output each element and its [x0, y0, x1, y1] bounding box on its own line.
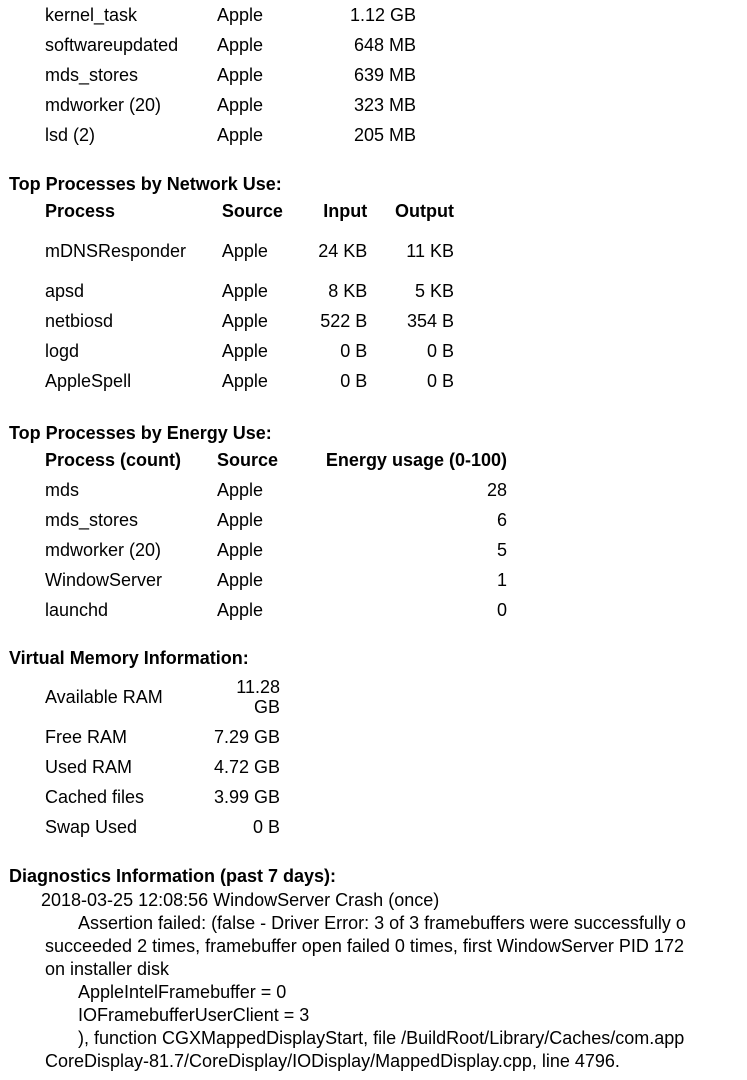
- table-row: [45, 276, 454, 306]
- energy-heading: Top Processes by Energy Use:: [9, 423, 272, 443]
- table-row: [45, 60, 416, 90]
- diagnostic-entry-title: 2018-03-25 12:08:56 WindowServer Crash (once): [41, 890, 440, 910]
- column-header-energy-usage: Energy usage (0-100): [325, 450, 507, 470]
- table-row: [45, 752, 280, 782]
- column-header-output: Output: [395, 201, 454, 221]
- diagnostic-line: ), function CGXMappedDisplayStart, file /BuildRoot/Library/Caches/com.app: [78, 1028, 685, 1048]
- virtual-memory-table: [45, 672, 280, 842]
- table-row: [45, 120, 416, 150]
- process-source: Apple: [217, 95, 264, 115]
- table-row: [45, 565, 507, 595]
- table-row: [45, 0, 416, 30]
- memory-label: Free RAM: [45, 727, 128, 747]
- process-source: Apple: [221, 311, 268, 331]
- memory-value: 639 MB: [353, 65, 416, 85]
- table-row: [45, 226, 454, 276]
- diagnostic-line: AppleIntelFramebuffer = 0: [78, 982, 287, 1002]
- memory-value: [205, 672, 280, 722]
- energy-value: 0: [496, 600, 507, 620]
- memory-value: 7.29 GB: [213, 727, 280, 747]
- table-header-row: [45, 445, 507, 475]
- process-name: mds_stores: [45, 65, 139, 85]
- table-row: [45, 366, 454, 396]
- process-source: Apple: [217, 510, 264, 530]
- table-row: [45, 782, 280, 812]
- output-value: 0 B: [426, 341, 454, 361]
- input-value: 0 B: [340, 341, 368, 361]
- process-name: AppleSpell: [45, 371, 132, 391]
- process-name: softwareupdated: [45, 35, 179, 55]
- energy-value: 28: [486, 480, 507, 500]
- diagnostic-line: CoreDisplay-81.7/CoreDisplay/IODisplay/MappedDisplay.cpp, line 4796.: [45, 1051, 620, 1071]
- process-name: kernel_task: [45, 5, 138, 25]
- process-name: apsd: [45, 281, 85, 301]
- column-header-source: Source: [217, 450, 279, 470]
- diagnostic-line: succeeded 2 times, framebuffer open failed 0 times, first WindowServer PID 172: [45, 936, 684, 956]
- output-value: 0 B: [426, 371, 454, 391]
- table-row: [45, 306, 454, 336]
- memory-table: [45, 0, 416, 150]
- output-value: 11 KB: [406, 241, 454, 261]
- process-name: mds: [45, 480, 80, 500]
- process-source: Apple: [217, 35, 264, 55]
- process-name-text: mDNSResponder: [45, 241, 187, 261]
- column-header-process: Process: [45, 201, 116, 221]
- table-row: [45, 672, 280, 722]
- process-name: lsd (2): [45, 125, 96, 145]
- energy-value: 6: [496, 510, 507, 530]
- memory-value: 0 B: [252, 817, 280, 837]
- memory-value: 205 MB: [353, 125, 416, 145]
- process-source: Apple: [217, 540, 264, 560]
- process-name: netbiosd: [45, 311, 114, 331]
- energy-table: [45, 445, 507, 625]
- network-heading: Top Processes by Network Use:: [9, 174, 282, 194]
- diagnostic-line: on installer disk: [45, 959, 170, 979]
- virtual-memory-heading: Virtual Memory Information:: [9, 648, 249, 668]
- memory-label: Swap Used: [45, 817, 138, 837]
- memory-value: 3.99 GB: [213, 787, 280, 807]
- memory-value: 323 MB: [353, 95, 416, 115]
- process-name: mdworker (20): [45, 95, 162, 115]
- input-value: 0 B: [340, 371, 368, 391]
- memory-value: 4.72 GB: [213, 757, 280, 777]
- column-header-process: Process (count): [45, 450, 182, 470]
- input-value: 8 KB: [328, 281, 368, 301]
- process-source: Apple: [221, 241, 268, 261]
- process-source: Apple: [221, 281, 268, 301]
- process-source: Apple: [217, 480, 264, 500]
- column-header-input: Input: [323, 201, 368, 221]
- process-name: logd: [45, 341, 80, 361]
- process-source: Apple: [217, 600, 264, 620]
- process-source: Apple: [221, 341, 268, 361]
- process-source: Apple: [217, 5, 264, 25]
- diagnostic-line: Assertion failed: (false - Driver Error: 3 of 3 framebuffers were successfully o: [78, 913, 686, 933]
- table-row: [45, 30, 416, 60]
- process-source: Apple: [217, 65, 264, 85]
- process-name: [45, 226, 200, 276]
- table-header-row: [45, 196, 454, 226]
- memory-value: 1.12 GB: [349, 5, 416, 25]
- input-value: 522 B: [320, 311, 368, 331]
- table-row: [45, 595, 507, 625]
- diagnostic-line: IOFramebufferUserClient = 3: [78, 1005, 310, 1025]
- table-row: [45, 722, 280, 752]
- process-source: Apple: [217, 125, 264, 145]
- process-name: WindowServer: [45, 570, 163, 590]
- diagnostics-log: [0, 889, 747, 1073]
- process-name: mdworker (20): [45, 540, 162, 560]
- memory-label: Used RAM: [45, 757, 133, 777]
- memory-value: 648 MB: [353, 35, 416, 55]
- process-source: Apple: [217, 570, 264, 590]
- diagnostics-heading: Diagnostics Information (past 7 days):: [9, 866, 337, 886]
- memory-label: Cached files: [45, 787, 145, 807]
- table-row: [45, 812, 280, 842]
- process-name: launchd: [45, 600, 109, 620]
- process-name: mds_stores: [45, 510, 139, 530]
- table-row: [45, 336, 454, 366]
- input-value: 24 KB: [318, 241, 368, 261]
- memory-label: Available RAM: [45, 687, 163, 707]
- process-source: Apple: [221, 371, 268, 391]
- table-row: [45, 90, 416, 120]
- table-row: [45, 505, 507, 535]
- network-table: [45, 196, 454, 396]
- energy-value: 5: [496, 540, 507, 560]
- output-value: 354 B: [406, 311, 454, 331]
- table-row: [45, 475, 507, 505]
- column-header-source: Source: [221, 201, 283, 221]
- memory-value-text: 11.28 GB: [236, 677, 280, 717]
- energy-value: 1: [496, 570, 507, 590]
- table-row: [45, 535, 507, 565]
- output-value: 5 KB: [414, 281, 454, 301]
